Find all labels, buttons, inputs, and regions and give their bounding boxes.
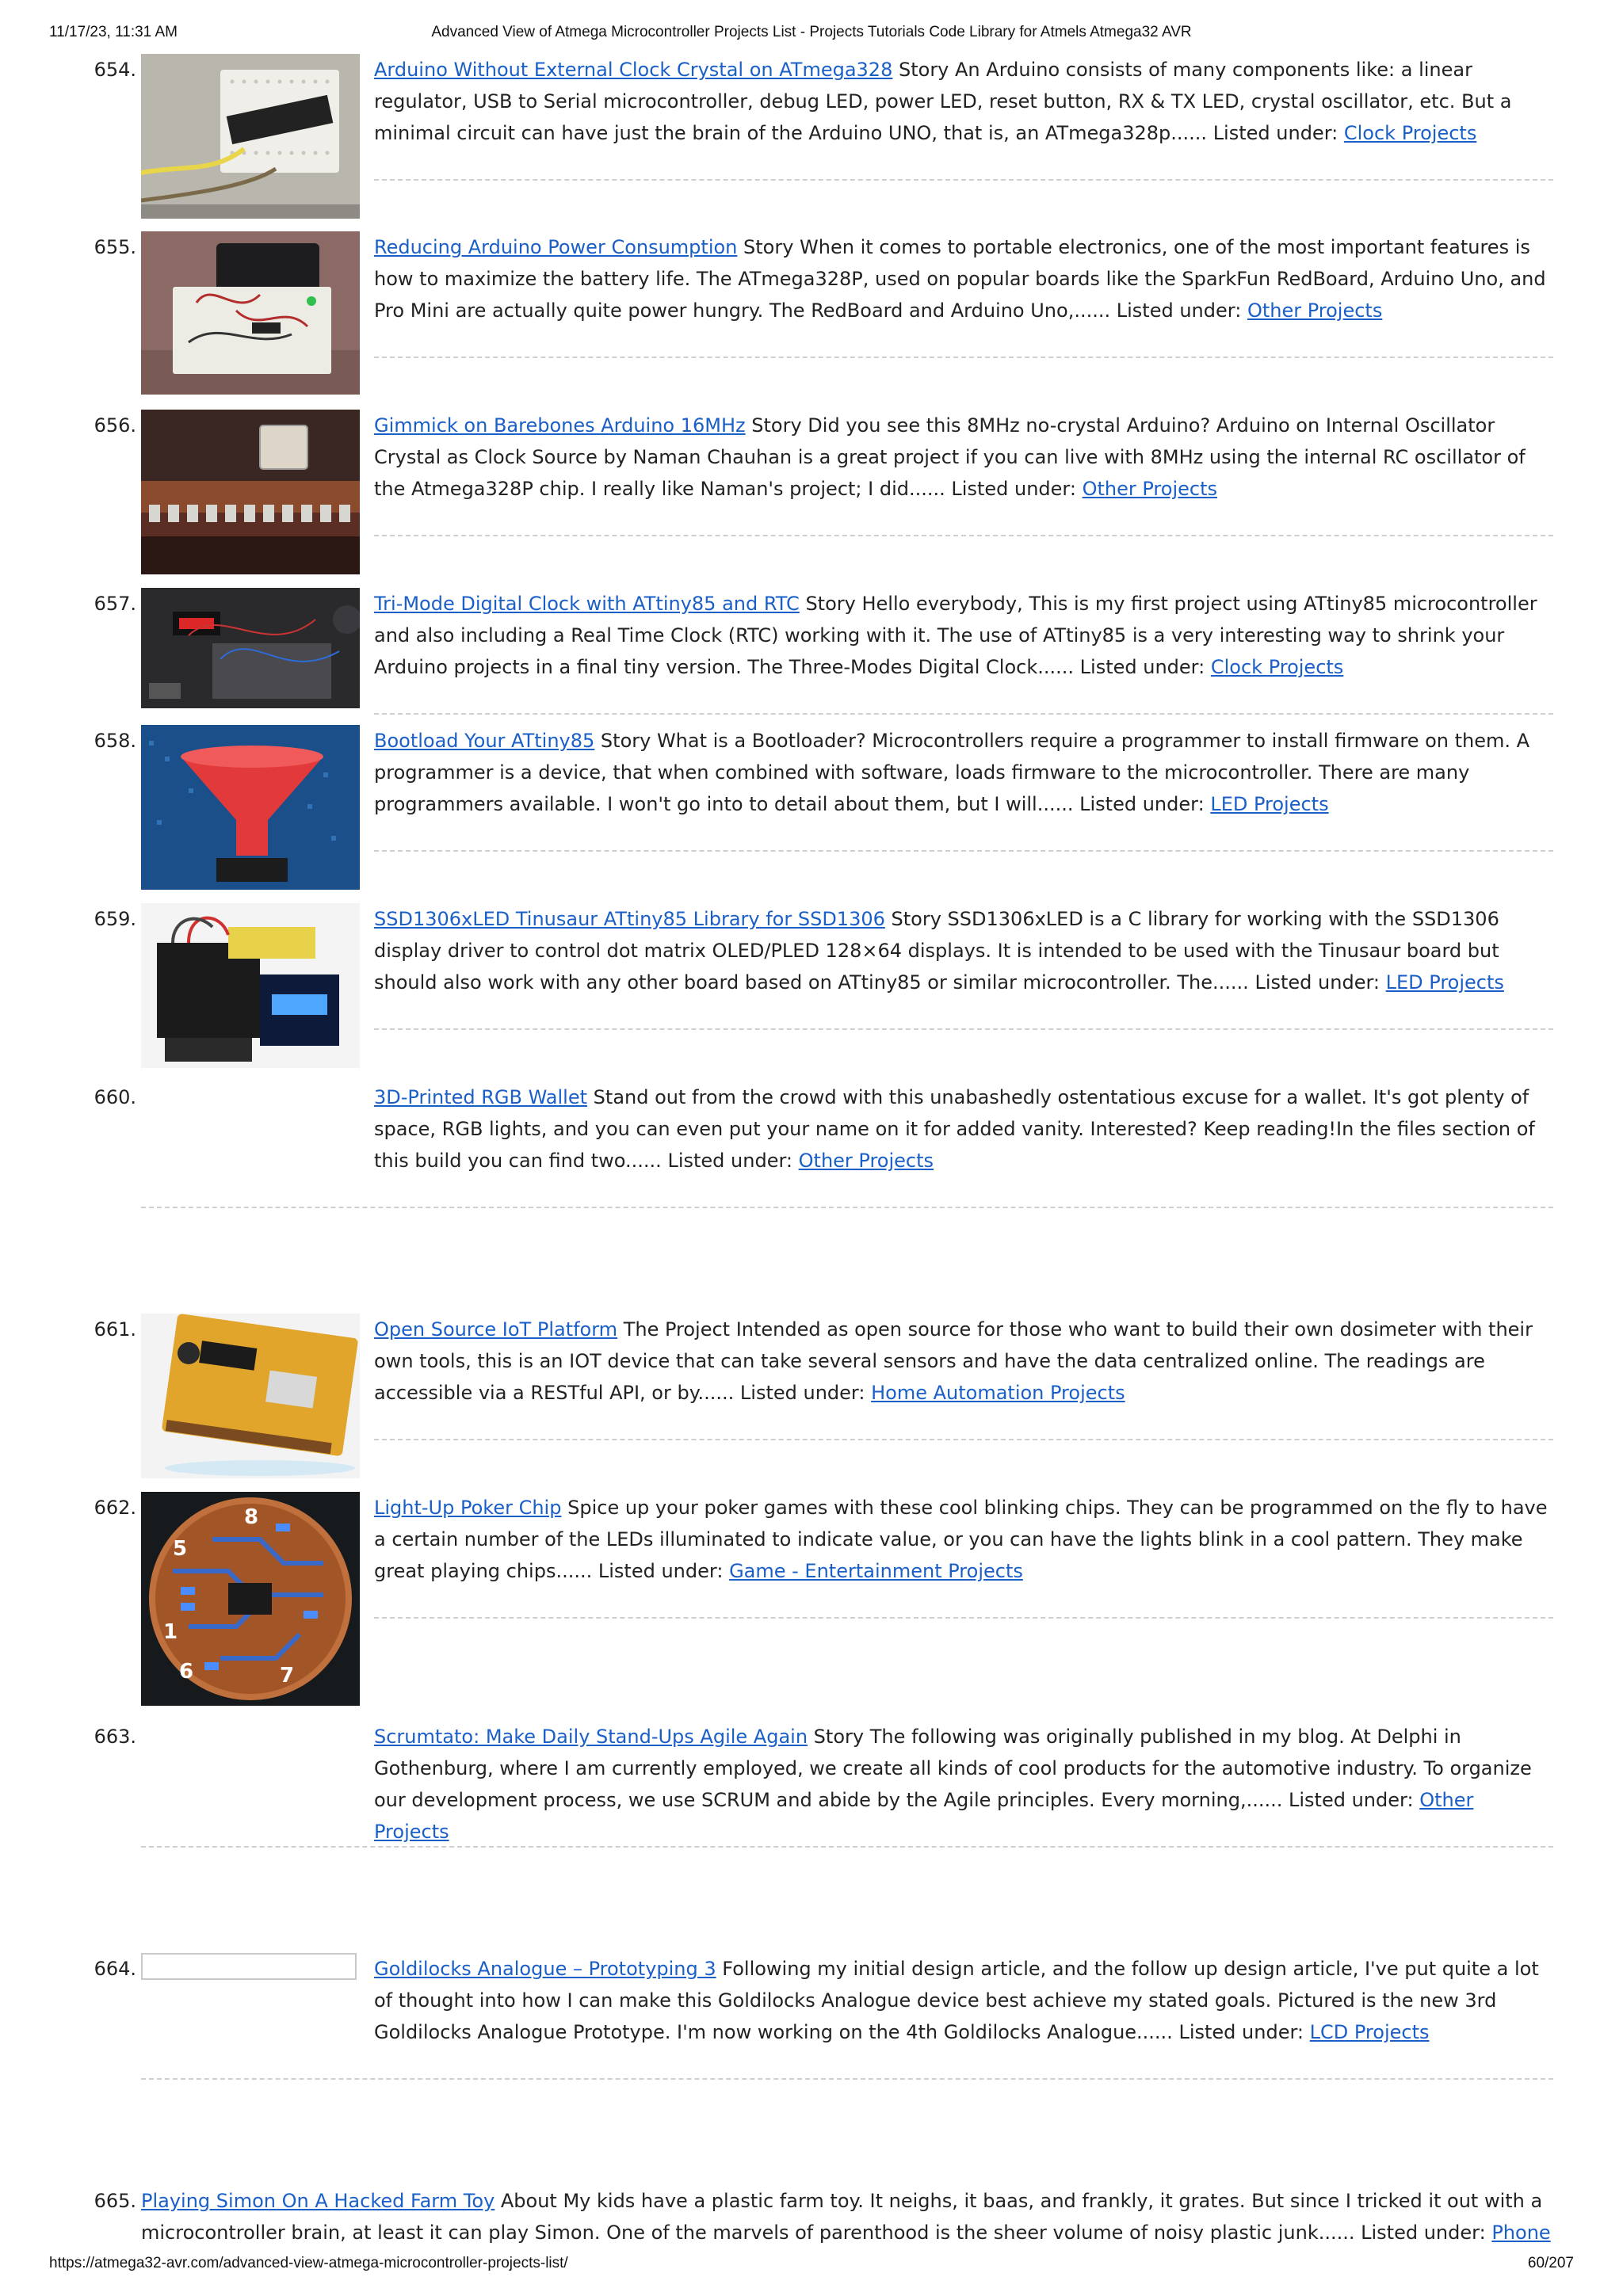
project-entry bbox=[79, 2185, 1553, 2256]
entry-number: 657. bbox=[94, 593, 136, 615]
entry-divider bbox=[374, 357, 1553, 358]
svg-text:7: 7 bbox=[280, 1664, 295, 1688]
listed-under-label: Listed under: bbox=[1361, 2222, 1486, 2244]
project-title-link[interactable]: Bootload Your ATtiny85 bbox=[374, 730, 595, 752]
entry-number: 665. bbox=[94, 2190, 136, 2212]
listed-under-label: Listed under: bbox=[1289, 1789, 1414, 1811]
listed-under-label: Listed under: bbox=[1079, 656, 1205, 678]
project-title-link[interactable]: Scrumtato: Make Daily Stand-Ups Agile Again bbox=[374, 1726, 808, 1748]
entry-text bbox=[374, 588, 1553, 683]
project-description: Spice up your poker games with these cool blinking chips. They can be programmed on the fly to have a certain number of the LEDs illuminated to indicate value, or you can have the lights blink in a cool pattern. They make great playing chips...... bbox=[374, 1497, 1548, 1582]
listed-under-label: Listed under: bbox=[1178, 2021, 1304, 2043]
project-description: Story When it comes to portable electronics, one of the most important features is how to maximize the battery life. The ATmega328P, used on popular boards like the SparkFun RedBoard, Arduino Uno, and Pro Mini are actually quite power hungry. The RedBoard and Arduino Uno,...... bbox=[374, 236, 1546, 322]
entry-number: 656. bbox=[94, 414, 136, 437]
project-description: Following my initial design article, and the follow up design article, I've put quite a lot of thought into how I can make this Goldilocks Analogue device best achieve my stated goals. Pictured is the new 3rd Goldilocks Analogue Prototype. I'm now working on the 4th Goldilocks Analogue...... bbox=[374, 1958, 1539, 2043]
entry-number: 659. bbox=[94, 908, 136, 930]
listed-under-label: Listed under: bbox=[951, 478, 1076, 500]
entry-divider bbox=[141, 1846, 1553, 1848]
entry-number: 654. bbox=[94, 59, 136, 81]
project-entry bbox=[79, 410, 1553, 560]
project-description: Story Did you see this 8MHz no-crystal Arduino? Arduino on Internal Oscillator Crystal as Clock Source by Naman Chauhan is a great project if you can live with 8MHz using the internal RC oscillator of the Atmega328P chip. I really like Naman's project; I did...... bbox=[374, 414, 1526, 500]
category-link[interactable]: Clock Projects bbox=[1210, 656, 1344, 678]
category-link[interactable]: Other Projects bbox=[1247, 299, 1383, 322]
entry-divider bbox=[374, 850, 1553, 852]
entry-number: 660. bbox=[94, 1086, 136, 1108]
category-link[interactable]: Other Projects bbox=[374, 1789, 1474, 1843]
category-link[interactable]: Game - Entertainment Projects bbox=[729, 1560, 1023, 1582]
entry-divider bbox=[141, 2078, 1553, 2080]
svg-text:1: 1 bbox=[163, 1620, 178, 1644]
project-title-link[interactable]: Gimmick on Barebones Arduino 16MHz bbox=[374, 414, 746, 437]
entry-text bbox=[374, 231, 1553, 326]
project-description: The Project Intended as open source for those who want to build their own dosimeter with their own tools, this is an IOT device that can take several sensors and have the data centralized online. The readings are accessible via a RESTful API, or by...... bbox=[374, 1318, 1533, 1404]
project-description: Story What is a Bootloader? Microcontrollers require a programmer to install firmware on them. A programmer is a device, that when combined with software, loads firmware to the microcontroller. There are many programmers available. I won't go into to detail about them, but I will...... bbox=[374, 730, 1530, 815]
svg-text:5: 5 bbox=[173, 1537, 188, 1561]
project-thumbnail[interactable] bbox=[141, 410, 360, 574]
listed-under-label: Listed under: bbox=[1254, 971, 1380, 994]
project-description: Story Hello everybody, This is my first project using ATtiny85 microcontroller and also including a Real Time Clock (RTC) working with it. The use of ATtiny85 is a very interesting way to shrink your Arduino projects in a final tiny version. The Three-Modes Digital Clock...... bbox=[374, 593, 1537, 678]
entry-number: 655. bbox=[94, 236, 136, 258]
project-entry bbox=[79, 588, 1553, 723]
project-thumbnail[interactable] bbox=[141, 588, 360, 708]
listed-under-label: Listed under: bbox=[667, 1150, 792, 1172]
project-entry bbox=[79, 1492, 1553, 1698]
listed-under-label: Listed under: bbox=[1079, 793, 1205, 815]
entry-text bbox=[374, 1953, 1553, 2048]
project-title-link[interactable]: Goldilocks Analogue – Prototyping 3 bbox=[374, 1958, 716, 1980]
entry-divider bbox=[374, 535, 1553, 536]
project-entry bbox=[79, 54, 1553, 204]
entry-text bbox=[141, 2185, 1553, 2248]
project-thumbnail[interactable] bbox=[141, 903, 360, 1068]
project-title-link[interactable]: Playing Simon On A Hacked Farm Toy bbox=[141, 2190, 495, 2212]
project-entry bbox=[79, 1721, 1553, 1863]
listed-under-label: Listed under: bbox=[598, 1560, 724, 1582]
project-entry bbox=[79, 725, 1553, 875]
entry-divider bbox=[374, 1439, 1553, 1440]
project-description: Story An Arduino consists of many components like: a linear regulator, USB to Serial microcontroller, debug LED, power LED, reset button, RX & TX LED, crystal oscillator, etc. But a minimal circuit can have just the brain of the Arduino UNO, that is, an ATmega328p...... bbox=[374, 59, 1512, 144]
print-footer bbox=[49, 2255, 1574, 2279]
project-title-link[interactable]: Tri-Mode Digital Clock with ATtiny85 and RTC bbox=[374, 593, 800, 615]
entry-divider bbox=[374, 179, 1553, 181]
category-link[interactable]: LED Projects bbox=[1210, 793, 1329, 815]
entry-number: 662. bbox=[94, 1497, 136, 1519]
project-description: Stand out from the crowd with this unabashedly ostentatious excuse for a wallet. It's got plenty of space, RGB lights, and you can even put your name on it for added vanity. Interested? Keep reading!In the files section of this build you can find two...... bbox=[374, 1086, 1535, 1172]
page-url: https://atmega32-avr.com/advanced-view-atmega-microcontroller-projects-list/ bbox=[49, 2255, 568, 2271]
category-link[interactable]: LCD Projects bbox=[1309, 2021, 1430, 2043]
entry-number: 663. bbox=[94, 1726, 136, 1748]
project-title-link[interactable]: Arduino Without External Clock Crystal on ATmega328 bbox=[374, 59, 893, 81]
category-link[interactable]: LED Projects bbox=[1385, 971, 1504, 994]
project-description: Story SSD1306xLED is a C library for working with the SSD1306 display driver to control dot matrix OLED/PLED 128×64 displays. It is intended to be used with the Tinusaur board but should also work with any other board based on ATtiny85 or similar microcontroller. The...... bbox=[374, 908, 1499, 994]
project-title-link[interactable]: SSD1306xLED Tinusaur ATtiny85 Library for SSD1306 bbox=[374, 908, 885, 930]
entry-number: 664. bbox=[94, 1958, 136, 1980]
entry-text bbox=[374, 725, 1553, 820]
project-title-link[interactable]: 3D-Printed RGB Wallet bbox=[374, 1086, 588, 1108]
project-title-link[interactable]: Open Source IoT Platform bbox=[374, 1318, 618, 1341]
category-link[interactable]: Clock Projects bbox=[1343, 122, 1477, 144]
category-link[interactable]: Home Automation Projects bbox=[871, 1382, 1125, 1404]
project-title-link[interactable]: Reducing Arduino Power Consumption bbox=[374, 236, 738, 258]
project-entry bbox=[79, 903, 1553, 1054]
project-entry bbox=[79, 1081, 1553, 1224]
project-description: About My kids have a plastic farm toy. It neighs, it baas, and frankly, it grates. But since I tricked it out with a microcontroller brain, at least it can play Simon. One of the marvels of parenthood is the sheer volume of noisy plastic junk...... bbox=[141, 2190, 1543, 2244]
listed-under-label: Listed under: bbox=[739, 1382, 865, 1404]
project-thumbnail[interactable] bbox=[141, 725, 360, 890]
entry-number: 658. bbox=[94, 730, 136, 752]
print-datetime: 11/17/23, 11:31 AM bbox=[49, 24, 178, 40]
entry-divider bbox=[374, 1028, 1553, 1030]
category-link[interactable]: Phone bbox=[1491, 2222, 1551, 2244]
entry-divider bbox=[141, 1207, 1553, 1208]
print-header bbox=[49, 24, 1574, 48]
page-number: 60/207 bbox=[1527, 2255, 1574, 2271]
entry-text bbox=[374, 410, 1553, 505]
listed-under-label: Listed under: bbox=[1212, 122, 1338, 144]
entry-text bbox=[374, 1721, 1553, 1848]
project-entry bbox=[79, 1314, 1553, 1464]
entry-text bbox=[374, 1314, 1553, 1409]
svg-text:6: 6 bbox=[179, 1660, 194, 1684]
entry-divider bbox=[374, 713, 1553, 715]
entry-text bbox=[374, 1492, 1553, 1587]
project-title-link[interactable]: Light-Up Poker Chip bbox=[374, 1497, 562, 1519]
project-entry bbox=[79, 231, 1553, 382]
entry-text bbox=[374, 1081, 1553, 1177]
project-thumbnail[interactable] bbox=[141, 1314, 360, 1478]
project-entry bbox=[79, 1953, 1553, 2096]
project-thumbnail[interactable] bbox=[141, 231, 360, 395]
svg-text:8: 8 bbox=[244, 1505, 259, 1529]
project-thumbnail[interactable] bbox=[141, 54, 360, 219]
entry-text bbox=[374, 54, 1553, 149]
entry-text bbox=[374, 903, 1553, 998]
print-title: Advanced View of Atmega Microcontroller Projects List - Projects Tutorials Code Library for Atmels Atmega32 AVR bbox=[431, 24, 1192, 40]
category-link[interactable]: Other Projects bbox=[798, 1150, 934, 1172]
listed-under-label: Listed under: bbox=[1116, 299, 1242, 322]
entry-number: 661. bbox=[94, 1318, 136, 1341]
project-thumbnail[interactable] bbox=[141, 1492, 360, 1706]
broken-image-icon[interactable] bbox=[141, 1953, 360, 1980]
category-link[interactable]: Other Projects bbox=[1082, 478, 1217, 500]
entry-divider bbox=[374, 1617, 1553, 1619]
project-description: Story The following was originally published in my blog. At Delphi in Gothenburg, where I am currently employed, we create all kinds of cool products for the automotive industry. To organize our development process, we use SCRUM and abide by the Agile principles. Every morning,...... bbox=[374, 1726, 1532, 1811]
